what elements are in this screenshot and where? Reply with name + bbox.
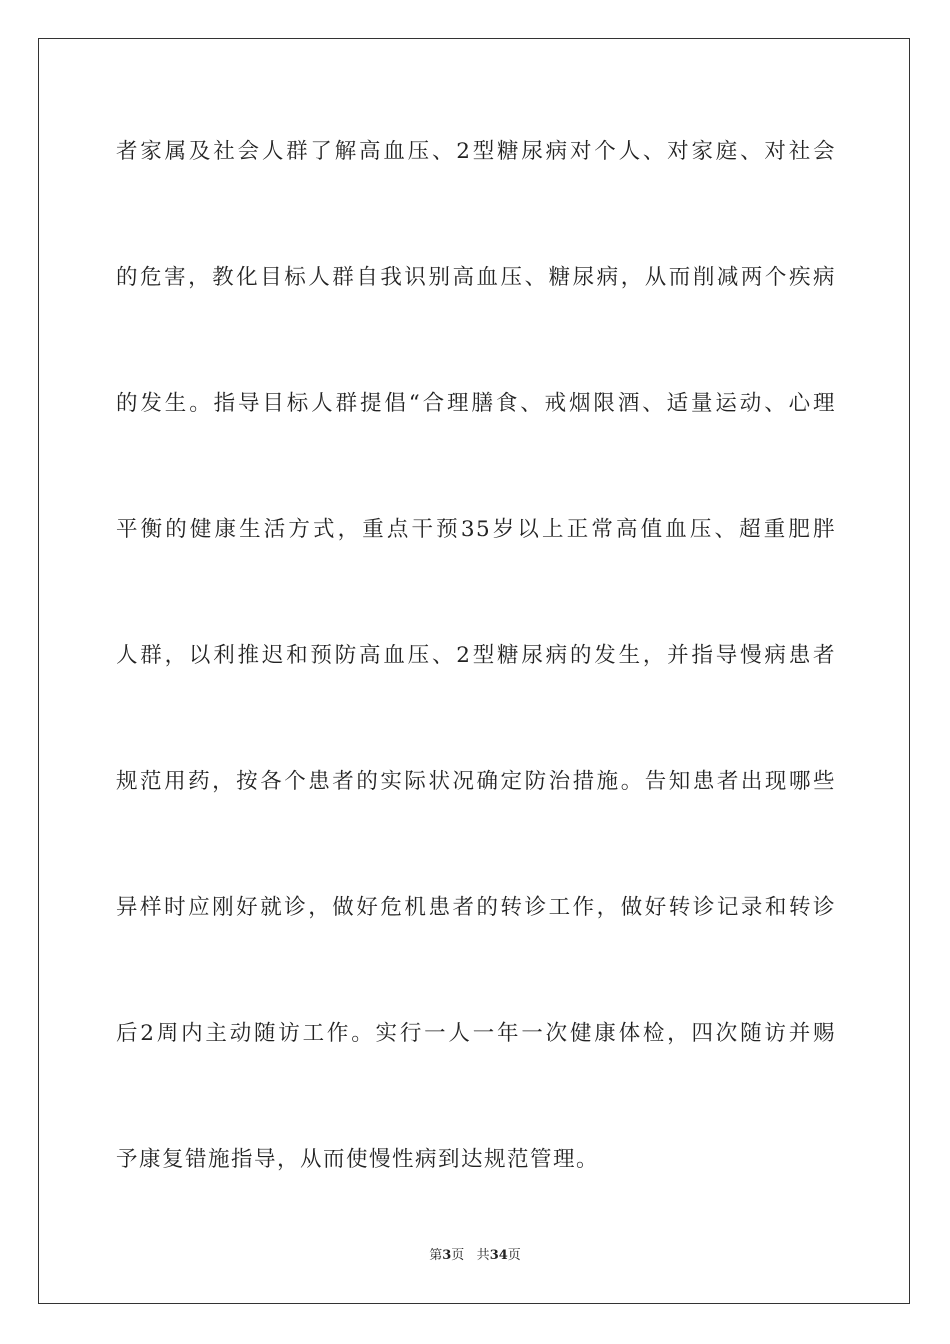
total-prefix: 共 (476, 1248, 490, 1263)
text-line-2: 的危害，教化目标人群自我识别高血压、糖尿病，从而削减两个疾病 (116, 265, 836, 290)
text-line-8: 后2周内主动随访工作。实行一人一年一次健康体检，四次随访并赐 (116, 1021, 836, 1046)
page-number: 3 (442, 1248, 452, 1263)
text-line-5: 人群，以利推迟和预防高血压、2型糖尿病的发生，并指导慢病患者 (116, 643, 836, 668)
text-line-9: 予康复错施指导，从而使慢性病到达规范管理。 (116, 1147, 600, 1172)
body-text (116, 116, 836, 1250)
text-line-4: 平衡的健康生活方式，重点干预35岁以上正常高值血压、超重肥胖 (116, 517, 836, 542)
page-footer (0, 1244, 950, 1263)
page-suffix: 页 (451, 1248, 465, 1263)
text-line-3: 的发生。指导目标人群提倡“合理膳食、戒烟限酒、适量运动、心理 (116, 391, 836, 416)
total-pages: 34 (489, 1248, 508, 1263)
page-prefix: 第 (429, 1248, 443, 1263)
text-line-7: 异样时应刚好就诊，做好危机患者的转诊工作，做好转诊记录和转诊 (116, 895, 836, 920)
text-line-6: 规范用药，按各个患者的实际状况确定防治措施。告知患者出现哪些 (116, 769, 836, 794)
total-suffix: 页 (507, 1248, 521, 1263)
text-line-1: 者家属及社会人群了解高血压、2型糖尿病对个人、对家庭、对社会 (116, 139, 836, 164)
